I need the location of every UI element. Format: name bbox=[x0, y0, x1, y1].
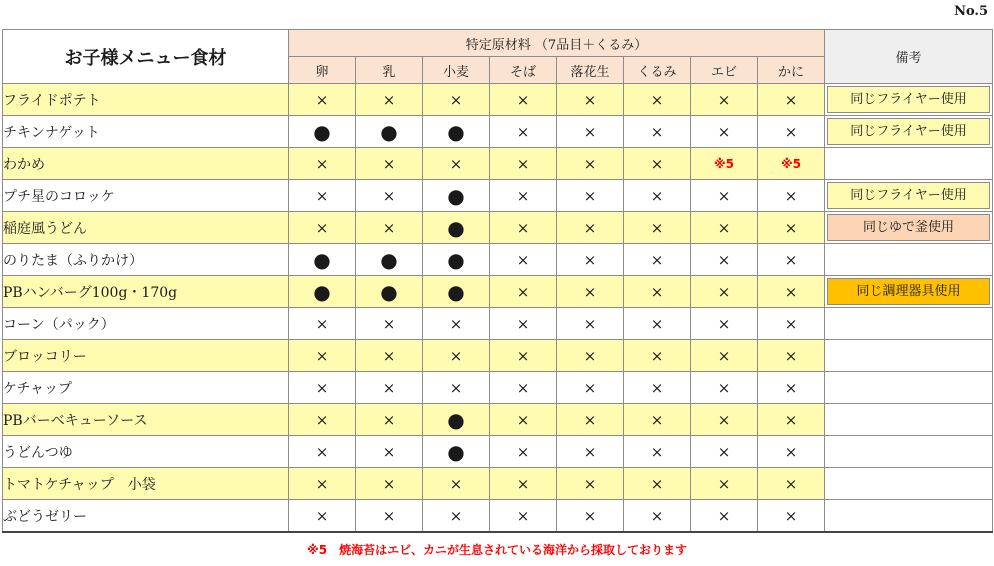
remarks-cell bbox=[825, 436, 993, 468]
table-row bbox=[3, 500, 993, 533]
table-row bbox=[3, 212, 993, 244]
not-contained-mark: × bbox=[289, 468, 356, 500]
item-name: わかめ bbox=[3, 148, 289, 180]
not-contained-mark: × bbox=[356, 372, 423, 404]
page-number: No.5 bbox=[954, 4, 988, 19]
not-contained-mark: × bbox=[758, 180, 825, 212]
not-contained-mark: × bbox=[490, 340, 557, 372]
not-contained-mark: × bbox=[289, 372, 356, 404]
item-name: トマトケチャップ 小袋 bbox=[3, 468, 289, 500]
remarks-cell bbox=[825, 500, 993, 533]
remarks-cell bbox=[825, 404, 993, 436]
not-contained-mark: × bbox=[289, 148, 356, 180]
not-contained-mark: × bbox=[289, 436, 356, 468]
table-row bbox=[3, 308, 993, 340]
not-contained-mark: × bbox=[624, 500, 691, 533]
not-contained-mark: × bbox=[624, 116, 691, 148]
not-contained-mark: × bbox=[758, 84, 825, 116]
column-header: かに bbox=[758, 57, 825, 84]
remark-tag: 同じフライヤー使用 bbox=[827, 86, 990, 113]
item-name: フライドポテト bbox=[3, 84, 289, 116]
not-contained-mark: × bbox=[758, 116, 825, 148]
not-contained-mark: × bbox=[691, 212, 758, 244]
item-name: PBバーベキューソース bbox=[3, 404, 289, 436]
item-name: ケチャップ bbox=[3, 372, 289, 404]
not-contained-mark: × bbox=[624, 84, 691, 116]
remarks-cell bbox=[825, 212, 993, 244]
column-header: くるみ bbox=[624, 57, 691, 84]
not-contained-mark: × bbox=[356, 84, 423, 116]
remarks-cell bbox=[825, 308, 993, 340]
not-contained-mark: × bbox=[557, 468, 624, 500]
item-name: ぶどうゼリー bbox=[3, 500, 289, 533]
table-row bbox=[3, 84, 993, 116]
table-row bbox=[3, 180, 993, 212]
not-contained-mark: × bbox=[490, 308, 557, 340]
not-contained-mark: × bbox=[490, 212, 557, 244]
contains-mark: ● bbox=[423, 180, 490, 212]
not-contained-mark: × bbox=[691, 180, 758, 212]
not-contained-mark: × bbox=[490, 84, 557, 116]
not-contained-mark: × bbox=[356, 180, 423, 212]
note-mark: ※5 bbox=[691, 148, 758, 180]
not-contained-mark: × bbox=[423, 148, 490, 180]
not-contained-mark: × bbox=[490, 436, 557, 468]
contains-mark: ● bbox=[423, 276, 490, 308]
not-contained-mark: × bbox=[758, 340, 825, 372]
not-contained-mark: × bbox=[691, 276, 758, 308]
remark-tag: 同じゆで釜使用 bbox=[827, 214, 990, 241]
not-contained-mark: × bbox=[624, 276, 691, 308]
not-contained-mark: × bbox=[624, 436, 691, 468]
not-contained-mark: × bbox=[624, 244, 691, 276]
table-row bbox=[3, 116, 993, 148]
remarks-cell bbox=[825, 244, 993, 276]
remarks-cell bbox=[825, 180, 993, 212]
column-header: 乳 bbox=[356, 57, 423, 84]
not-contained-mark: × bbox=[557, 436, 624, 468]
not-contained-mark: × bbox=[557, 116, 624, 148]
not-contained-mark: × bbox=[624, 404, 691, 436]
not-contained-mark: × bbox=[490, 500, 557, 533]
not-contained-mark: × bbox=[289, 500, 356, 533]
table-row bbox=[3, 148, 993, 180]
item-name: うどんつゆ bbox=[3, 436, 289, 468]
not-contained-mark: × bbox=[557, 500, 624, 533]
remarks-cell bbox=[825, 468, 993, 500]
allergen-table bbox=[2, 29, 993, 533]
item-name: コーン（パック） bbox=[3, 308, 289, 340]
not-contained-mark: × bbox=[624, 372, 691, 404]
item-name: チキンナゲット bbox=[3, 116, 289, 148]
column-header: エビ bbox=[691, 57, 758, 84]
allergen-table-body bbox=[3, 84, 993, 533]
column-header: そば bbox=[490, 57, 557, 84]
not-contained-mark: × bbox=[490, 180, 557, 212]
not-contained-mark: × bbox=[691, 500, 758, 533]
not-contained-mark: × bbox=[289, 404, 356, 436]
contains-mark: ● bbox=[356, 276, 423, 308]
remarks-cell bbox=[825, 340, 993, 372]
not-contained-mark: × bbox=[758, 500, 825, 533]
not-contained-mark: × bbox=[758, 244, 825, 276]
table-title: お子様メニュー食材 bbox=[3, 30, 289, 84]
not-contained-mark: × bbox=[691, 468, 758, 500]
table-row bbox=[3, 276, 993, 308]
header-row-group bbox=[3, 30, 993, 57]
contains-mark: ● bbox=[423, 116, 490, 148]
not-contained-mark: × bbox=[691, 244, 758, 276]
column-header: 落花生 bbox=[557, 57, 624, 84]
not-contained-mark: × bbox=[758, 308, 825, 340]
not-contained-mark: × bbox=[423, 308, 490, 340]
not-contained-mark: × bbox=[356, 340, 423, 372]
not-contained-mark: × bbox=[557, 372, 624, 404]
not-contained-mark: × bbox=[289, 212, 356, 244]
table-row bbox=[3, 404, 993, 436]
not-contained-mark: × bbox=[423, 84, 490, 116]
not-contained-mark: × bbox=[624, 180, 691, 212]
not-contained-mark: × bbox=[490, 148, 557, 180]
not-contained-mark: × bbox=[289, 308, 356, 340]
not-contained-mark: × bbox=[490, 468, 557, 500]
item-name: ブロッコリー bbox=[3, 340, 289, 372]
item-name: PBハンバーグ100g・170g bbox=[3, 276, 289, 308]
not-contained-mark: × bbox=[490, 116, 557, 148]
not-contained-mark: × bbox=[758, 468, 825, 500]
not-contained-mark: × bbox=[758, 436, 825, 468]
not-contained-mark: × bbox=[557, 340, 624, 372]
not-contained-mark: × bbox=[490, 372, 557, 404]
not-contained-mark: × bbox=[691, 340, 758, 372]
not-contained-mark: × bbox=[356, 308, 423, 340]
footnote: ※5 焼海苔はエビ、カニが生息されている海洋から採取しております bbox=[307, 543, 687, 557]
not-contained-mark: × bbox=[691, 372, 758, 404]
remarks-cell bbox=[825, 148, 993, 180]
remarks-header: 備考 bbox=[825, 30, 993, 84]
not-contained-mark: × bbox=[691, 404, 758, 436]
not-contained-mark: × bbox=[624, 340, 691, 372]
table-row bbox=[3, 340, 993, 372]
contains-mark: ● bbox=[356, 116, 423, 148]
contains-mark: ● bbox=[423, 436, 490, 468]
not-contained-mark: × bbox=[557, 212, 624, 244]
not-contained-mark: × bbox=[557, 276, 624, 308]
not-contained-mark: × bbox=[356, 212, 423, 244]
not-contained-mark: × bbox=[758, 276, 825, 308]
not-contained-mark: × bbox=[758, 372, 825, 404]
not-contained-mark: × bbox=[490, 276, 557, 308]
not-contained-mark: × bbox=[624, 148, 691, 180]
remarks-cell bbox=[825, 116, 993, 148]
not-contained-mark: × bbox=[557, 148, 624, 180]
not-contained-mark: × bbox=[289, 84, 356, 116]
table-row bbox=[3, 244, 993, 276]
table-row bbox=[3, 436, 993, 468]
not-contained-mark: × bbox=[289, 340, 356, 372]
contains-mark: ● bbox=[423, 404, 490, 436]
not-contained-mark: × bbox=[557, 244, 624, 276]
note-mark: ※5 bbox=[758, 148, 825, 180]
remark-tag: 同じフライヤー使用 bbox=[827, 118, 990, 145]
contains-mark: ● bbox=[423, 212, 490, 244]
not-contained-mark: × bbox=[624, 468, 691, 500]
column-header: 小麦 bbox=[423, 57, 490, 84]
remark-tag: 同じフライヤー使用 bbox=[827, 182, 990, 209]
not-contained-mark: × bbox=[356, 436, 423, 468]
not-contained-mark: × bbox=[289, 180, 356, 212]
not-contained-mark: × bbox=[423, 500, 490, 533]
not-contained-mark: × bbox=[557, 84, 624, 116]
remark-tag: 同じ調理器具使用 bbox=[827, 278, 990, 305]
table-row bbox=[3, 468, 993, 500]
not-contained-mark: × bbox=[356, 148, 423, 180]
contains-mark: ● bbox=[289, 116, 356, 148]
not-contained-mark: × bbox=[691, 84, 758, 116]
item-name: 稲庭風うどん bbox=[3, 212, 289, 244]
contains-mark: ● bbox=[423, 244, 490, 276]
contains-mark: ● bbox=[356, 244, 423, 276]
not-contained-mark: × bbox=[691, 308, 758, 340]
not-contained-mark: × bbox=[423, 340, 490, 372]
not-contained-mark: × bbox=[356, 404, 423, 436]
not-contained-mark: × bbox=[557, 308, 624, 340]
not-contained-mark: × bbox=[691, 116, 758, 148]
contains-mark: ● bbox=[289, 244, 356, 276]
column-header: 卵 bbox=[289, 57, 356, 84]
not-contained-mark: × bbox=[557, 404, 624, 436]
not-contained-mark: × bbox=[356, 468, 423, 500]
remarks-cell bbox=[825, 84, 993, 116]
item-name: のりたま（ふりかけ） bbox=[3, 244, 289, 276]
not-contained-mark: × bbox=[557, 180, 624, 212]
not-contained-mark: × bbox=[423, 372, 490, 404]
not-contained-mark: × bbox=[624, 212, 691, 244]
not-contained-mark: × bbox=[758, 404, 825, 436]
not-contained-mark: × bbox=[758, 212, 825, 244]
contains-mark: ● bbox=[289, 276, 356, 308]
remarks-cell bbox=[825, 276, 993, 308]
not-contained-mark: × bbox=[423, 468, 490, 500]
allergen-group-header: 特定原材料 （7品目＋くるみ） bbox=[289, 30, 825, 57]
item-name: プチ星のコロッケ bbox=[3, 180, 289, 212]
not-contained-mark: × bbox=[490, 244, 557, 276]
remarks-cell bbox=[825, 372, 993, 404]
not-contained-mark: × bbox=[490, 404, 557, 436]
not-contained-mark: × bbox=[691, 436, 758, 468]
not-contained-mark: × bbox=[356, 500, 423, 533]
table-row bbox=[3, 372, 993, 404]
not-contained-mark: × bbox=[624, 308, 691, 340]
